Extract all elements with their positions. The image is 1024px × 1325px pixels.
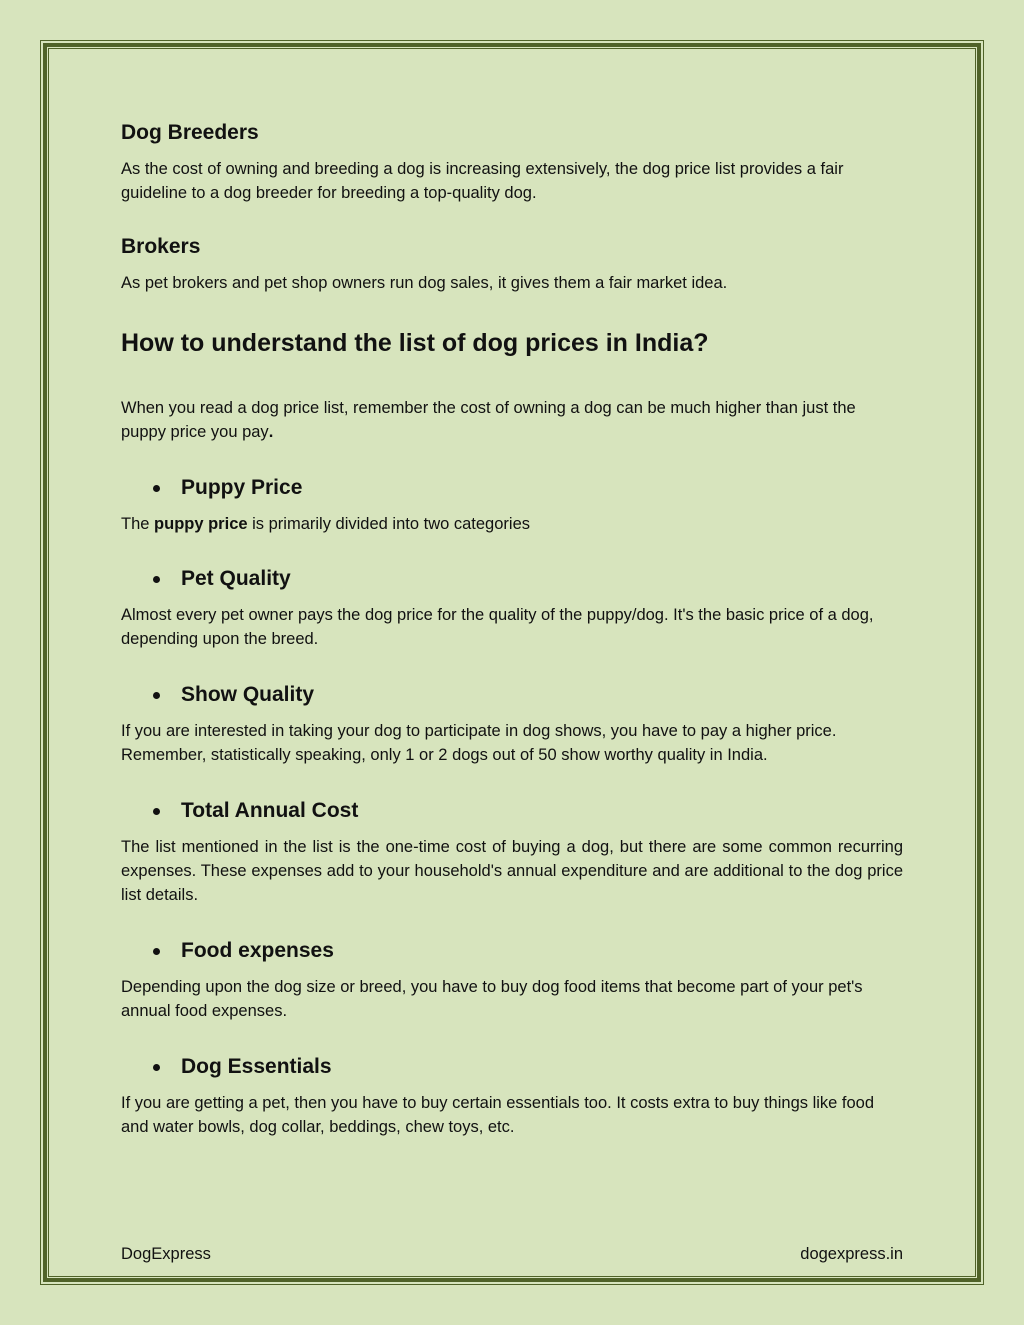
bullet-dot (153, 948, 160, 955)
breeders-heading: Dog Breeders (121, 121, 259, 144)
bullet-dot (153, 485, 160, 492)
puppy-price-suffix: is primarily divided into two categories (247, 515, 530, 533)
dog-essentials-heading: Dog Essentials (181, 1055, 332, 1078)
footer-website: dogexpress.in (800, 1245, 903, 1263)
puppy-price-bold: puppy price (154, 515, 248, 533)
bullet-dot (153, 1064, 160, 1071)
total-annual-cost-text: The list mentioned in the list is the one-time cost of buying a dog, but there are some common recurring expenses. These expenses add to your household's annual expenditure and are additional to the dog price list details. (121, 838, 903, 904)
brokers-text: As pet brokers and pet shop owners run dog sales, it gives them a fair market idea. (121, 274, 728, 292)
bullet-show-quality (121, 682, 903, 708)
bullet-total-annual-cost (121, 798, 903, 824)
footer-brand: DogExpress (121, 1245, 211, 1263)
dog-essentials-text: If you are getting a pet, then you have to buy certain essentials too. It costs extra to buy things like food and water bowls, dog collar, beddings, chew toys, etc. (121, 1094, 875, 1136)
brokers-heading: Brokers (121, 235, 201, 258)
page-content (121, 120, 903, 1139)
pet-quality-heading: Pet Quality (181, 567, 291, 590)
puppy-price-prefix: The (121, 515, 155, 533)
main-title: How to understand the list of dog prices in India? (121, 329, 709, 357)
bullet-food-expenses (121, 938, 903, 964)
intro-text (121, 396, 903, 444)
show-quality-text: If you are interested in taking your dog to participate in dog shows, you have to pay a higher price. Remember, statistically speaking, only 1 or 2 dogs out of 50 show worthy quality in India. (121, 722, 837, 764)
food-expenses-heading: Food expenses (181, 939, 334, 962)
puppy-price-text (121, 512, 903, 536)
total-annual-cost-heading: Total Annual Cost (181, 799, 359, 822)
food-expenses-text: Depending upon the dog size or breed, you have to buy dog food items that become part of your pet's annual food expenses. (121, 978, 863, 1020)
bullet-dot (153, 808, 160, 815)
bullet-pet-quality (121, 566, 903, 592)
breeders-text: As the cost of owning and breeding a dog is increasing extensively, the dog price list provides a fair guideline to a dog breeder for breeding a top-quality dog. (121, 160, 844, 202)
bullet-puppy-price (121, 475, 903, 501)
intro-end: . (268, 423, 274, 441)
bullet-dog-essentials (121, 1054, 903, 1080)
show-quality-heading: Show Quality (181, 683, 315, 706)
intro-body: When you read a dog price list, remember the cost of owning a dog can be much higher than just the puppy price you pay (121, 399, 856, 441)
bullet-dot (153, 576, 160, 583)
pet-quality-text: Almost every pet owner pays the dog price for the quality of the puppy/dog. It's the basic price of a dog, depending upon the breed. (121, 606, 874, 648)
bullet-dot (153, 692, 160, 699)
puppy-price-heading: Puppy Price (181, 476, 303, 499)
